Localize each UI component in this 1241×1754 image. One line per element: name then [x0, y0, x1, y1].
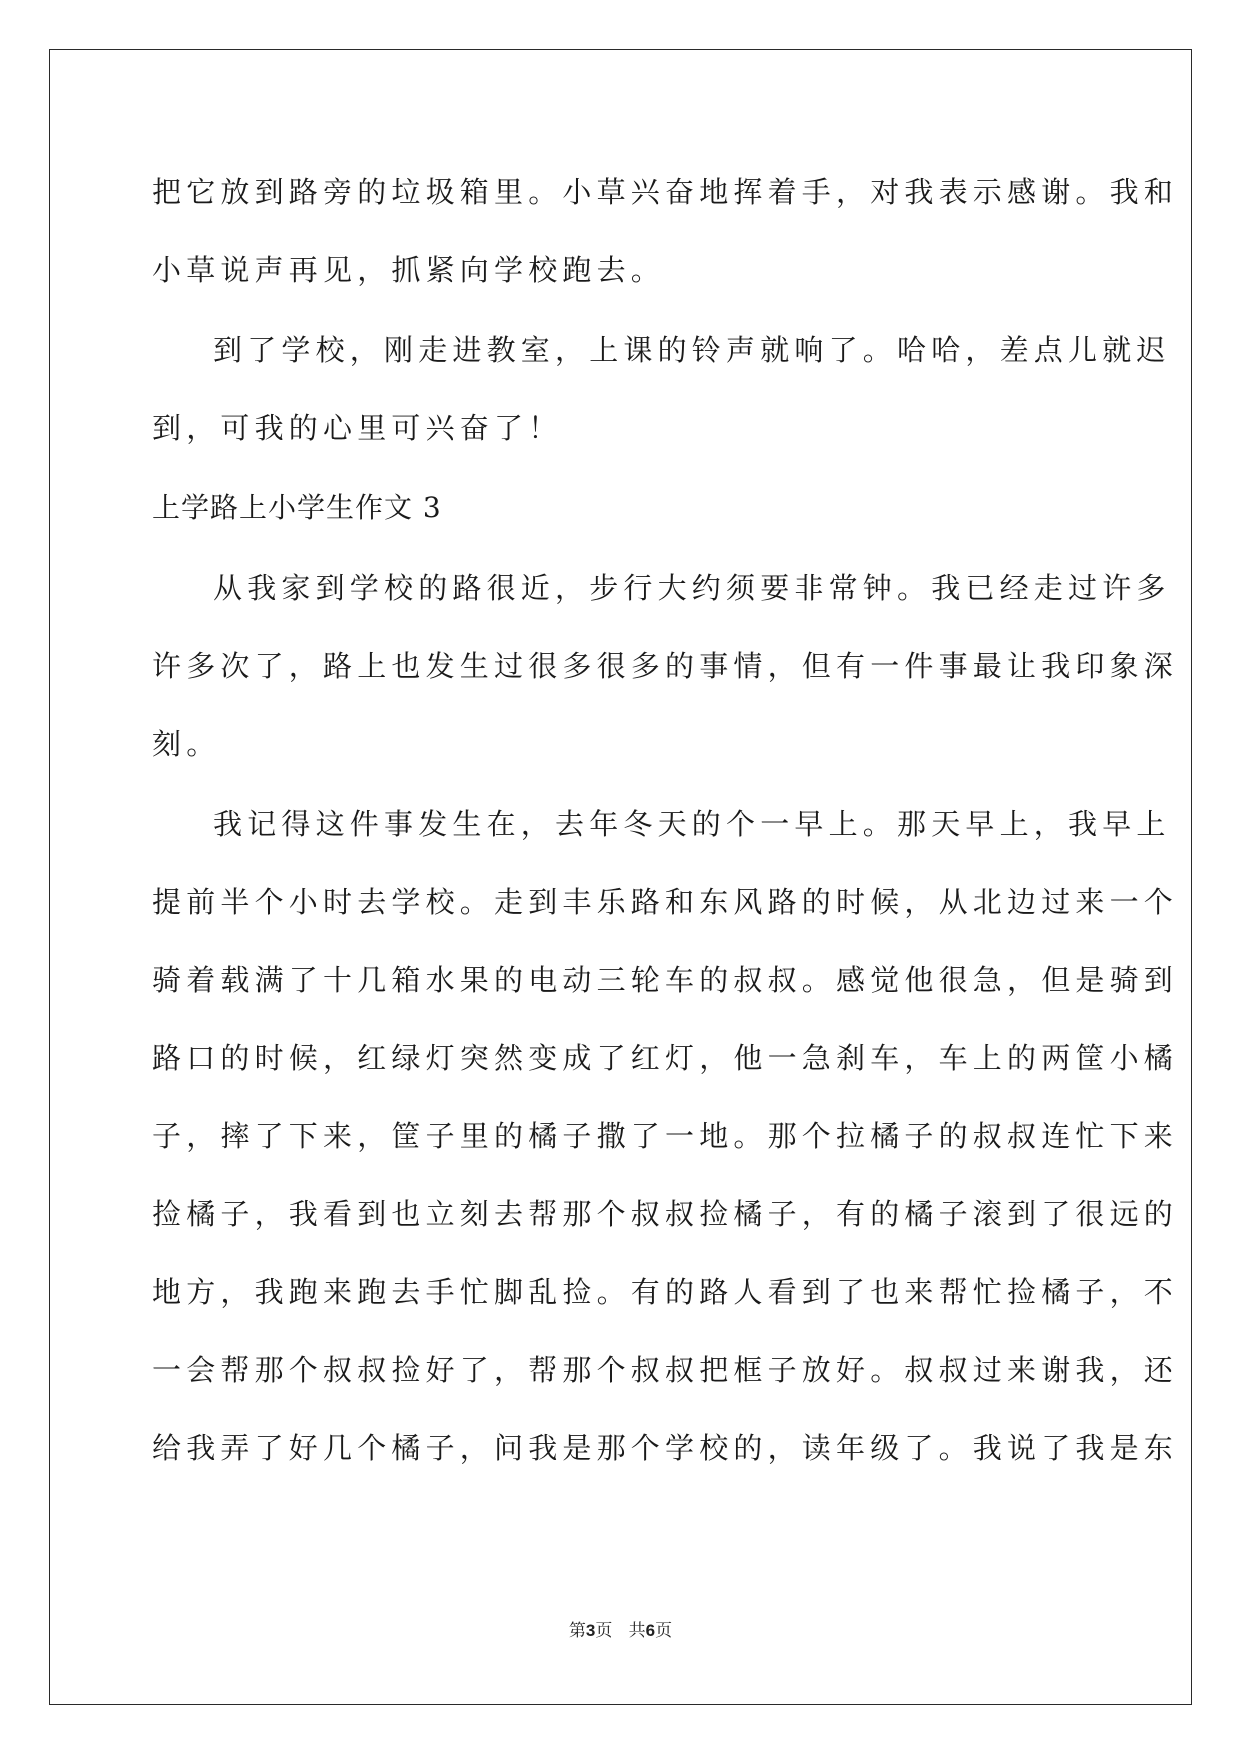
body-line: 我记得这件事发生在，去年冬天的个一早上。那天早上，我早上: [213, 807, 1171, 841]
body-line: 小草说声再见，抓紧向学校跑去。: [152, 253, 666, 287]
body-line: 给我弄了好几个橘子，问我是那个学校的，读年级了。我说了我是东: [152, 1431, 1179, 1465]
footer-page-suffix: 页: [595, 1621, 613, 1641]
current-page-number: 3: [585, 1621, 596, 1640]
body-line: 到了学校，刚走进教室，上课的铃声就响了。哈哈，差点儿就迟: [213, 333, 1171, 367]
body-line: 刻。: [152, 727, 221, 761]
body-line: 子，摔了下来，筐子里的橘子撒了一地。那个拉橘子的叔叔连忙下来: [152, 1119, 1179, 1153]
body-line: 从我家到学校的路很近，步行大约须要非常钟。我已经走过许多: [213, 571, 1171, 605]
body-line: 一会帮那个叔叔捡好了，帮那个叔叔把框子放好。叔叔过来谢我，还: [152, 1353, 1179, 1387]
body-line: 捡橘子，我看到也立刻去帮那个叔叔捡橘子，有的橘子滚到了很远的: [152, 1197, 1179, 1231]
body-line: 许多次了，路上也发生过很多很多的事情，但有一件事最让我印象深: [152, 649, 1179, 683]
total-page-count: 6: [645, 1621, 656, 1640]
page-footer: [0, 1619, 1241, 1643]
body-line: 到，可我的心里可兴奋了！: [152, 411, 563, 445]
body-line: 把它放到路旁的垃圾箱里。小草兴奋地挥着手，对我表示感谢。我和: [152, 175, 1179, 209]
body-line: 路口的时候，红绿灯突然变成了红灯，他一急刹车，车上的两筐小橘: [152, 1041, 1179, 1075]
body-line: 地方，我跑来跑去手忙脚乱捡。有的路人看到了也来帮忙捡橘子，不: [152, 1275, 1179, 1309]
footer-total-suffix: 页: [655, 1621, 673, 1641]
body-line: 骑着载满了十几箱水果的电动三轮车的叔叔。感觉他很急，但是骑到: [152, 963, 1179, 997]
footer-prefix: 第: [568, 1621, 586, 1641]
body-line: 提前半个小时去学校。走到丰乐路和东风路的时候，从北边过来一个: [152, 885, 1179, 919]
section-heading: 上学路上小学生作文 3: [152, 491, 442, 524]
footer-total-prefix: 共: [628, 1621, 646, 1641]
